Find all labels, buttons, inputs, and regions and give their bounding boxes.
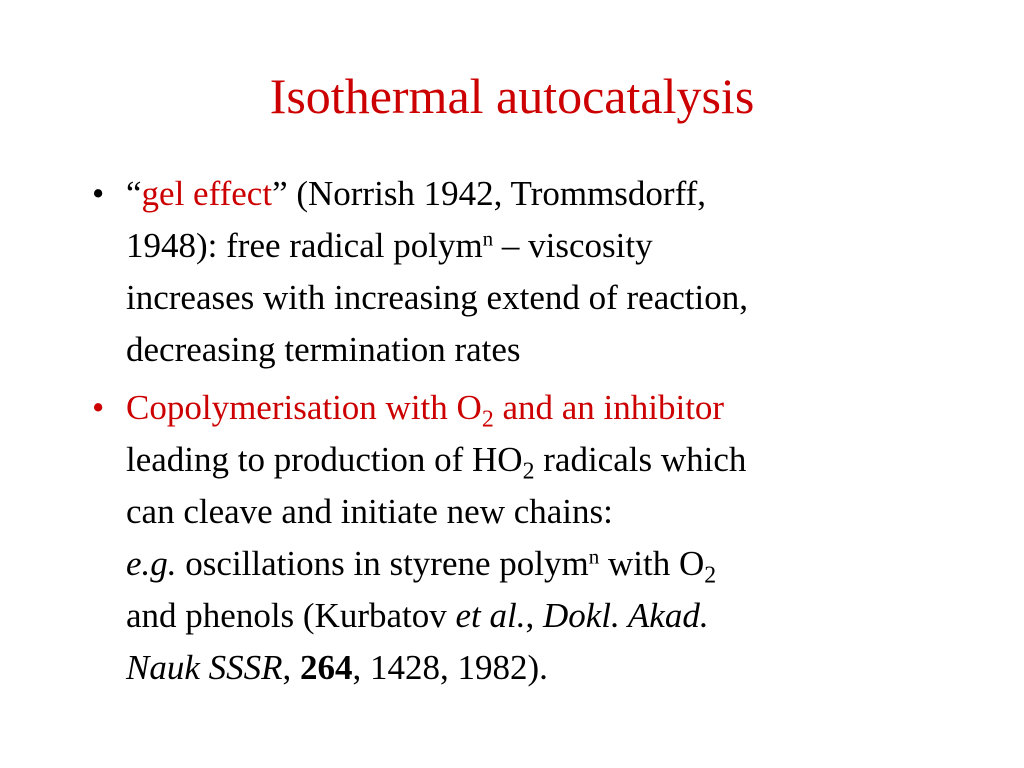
journal-name: Nauk SSSR — [126, 648, 283, 687]
open-quote: “ — [126, 174, 142, 213]
separator: , — [525, 596, 543, 635]
heading-text: and an inhibitor — [493, 388, 725, 427]
line-text: – viscosity — [493, 226, 653, 265]
line-text: increases with increasing extend of reaction, — [126, 278, 748, 317]
line-text: ” (Norrish 1942, Trommsdorff, — [272, 174, 707, 213]
journal-name: Dokl. Akad. — [543, 596, 709, 635]
heading-text: Copolymerisation with O — [126, 388, 482, 427]
bullet-marker: • — [92, 388, 105, 427]
slide-title: Isothermal autocatalysis — [269, 68, 755, 124]
bullet-marker: • — [92, 174, 105, 213]
separator: , — [282, 648, 301, 687]
line-text: decreasing termination rates — [126, 330, 521, 369]
subscript: 2 — [481, 406, 494, 433]
citation-tail: , 1428, 1982). — [352, 648, 548, 687]
bullet-copolymerisation — [92, 382, 972, 694]
bullet-list — [92, 168, 972, 700]
line-text: leading to production of HO — [126, 440, 523, 479]
line-text: radicals which — [534, 440, 747, 479]
et-al: et al. — [455, 596, 526, 635]
superscript: n — [588, 544, 600, 569]
line-text: 1948): free radical polym — [126, 226, 483, 265]
bullet-text — [126, 174, 748, 369]
eg-abbrev: e.g. — [126, 544, 177, 583]
line-text: can cleave and initiate new chains: — [126, 492, 613, 531]
line-text: oscillations in styrene polym — [176, 544, 589, 583]
bullet-text — [126, 388, 746, 687]
gel-effect-term: gel effect — [141, 174, 273, 213]
subscript: 2 — [704, 562, 717, 589]
copolymerisation-heading — [126, 388, 725, 433]
volume-number: 264 — [300, 648, 353, 687]
superscript: n — [482, 226, 494, 251]
line-text: and phenols (Kurbatov — [126, 596, 456, 635]
line-text: with O — [599, 544, 705, 583]
bullet-gel-effect — [92, 168, 972, 376]
subscript: 2 — [522, 458, 535, 485]
